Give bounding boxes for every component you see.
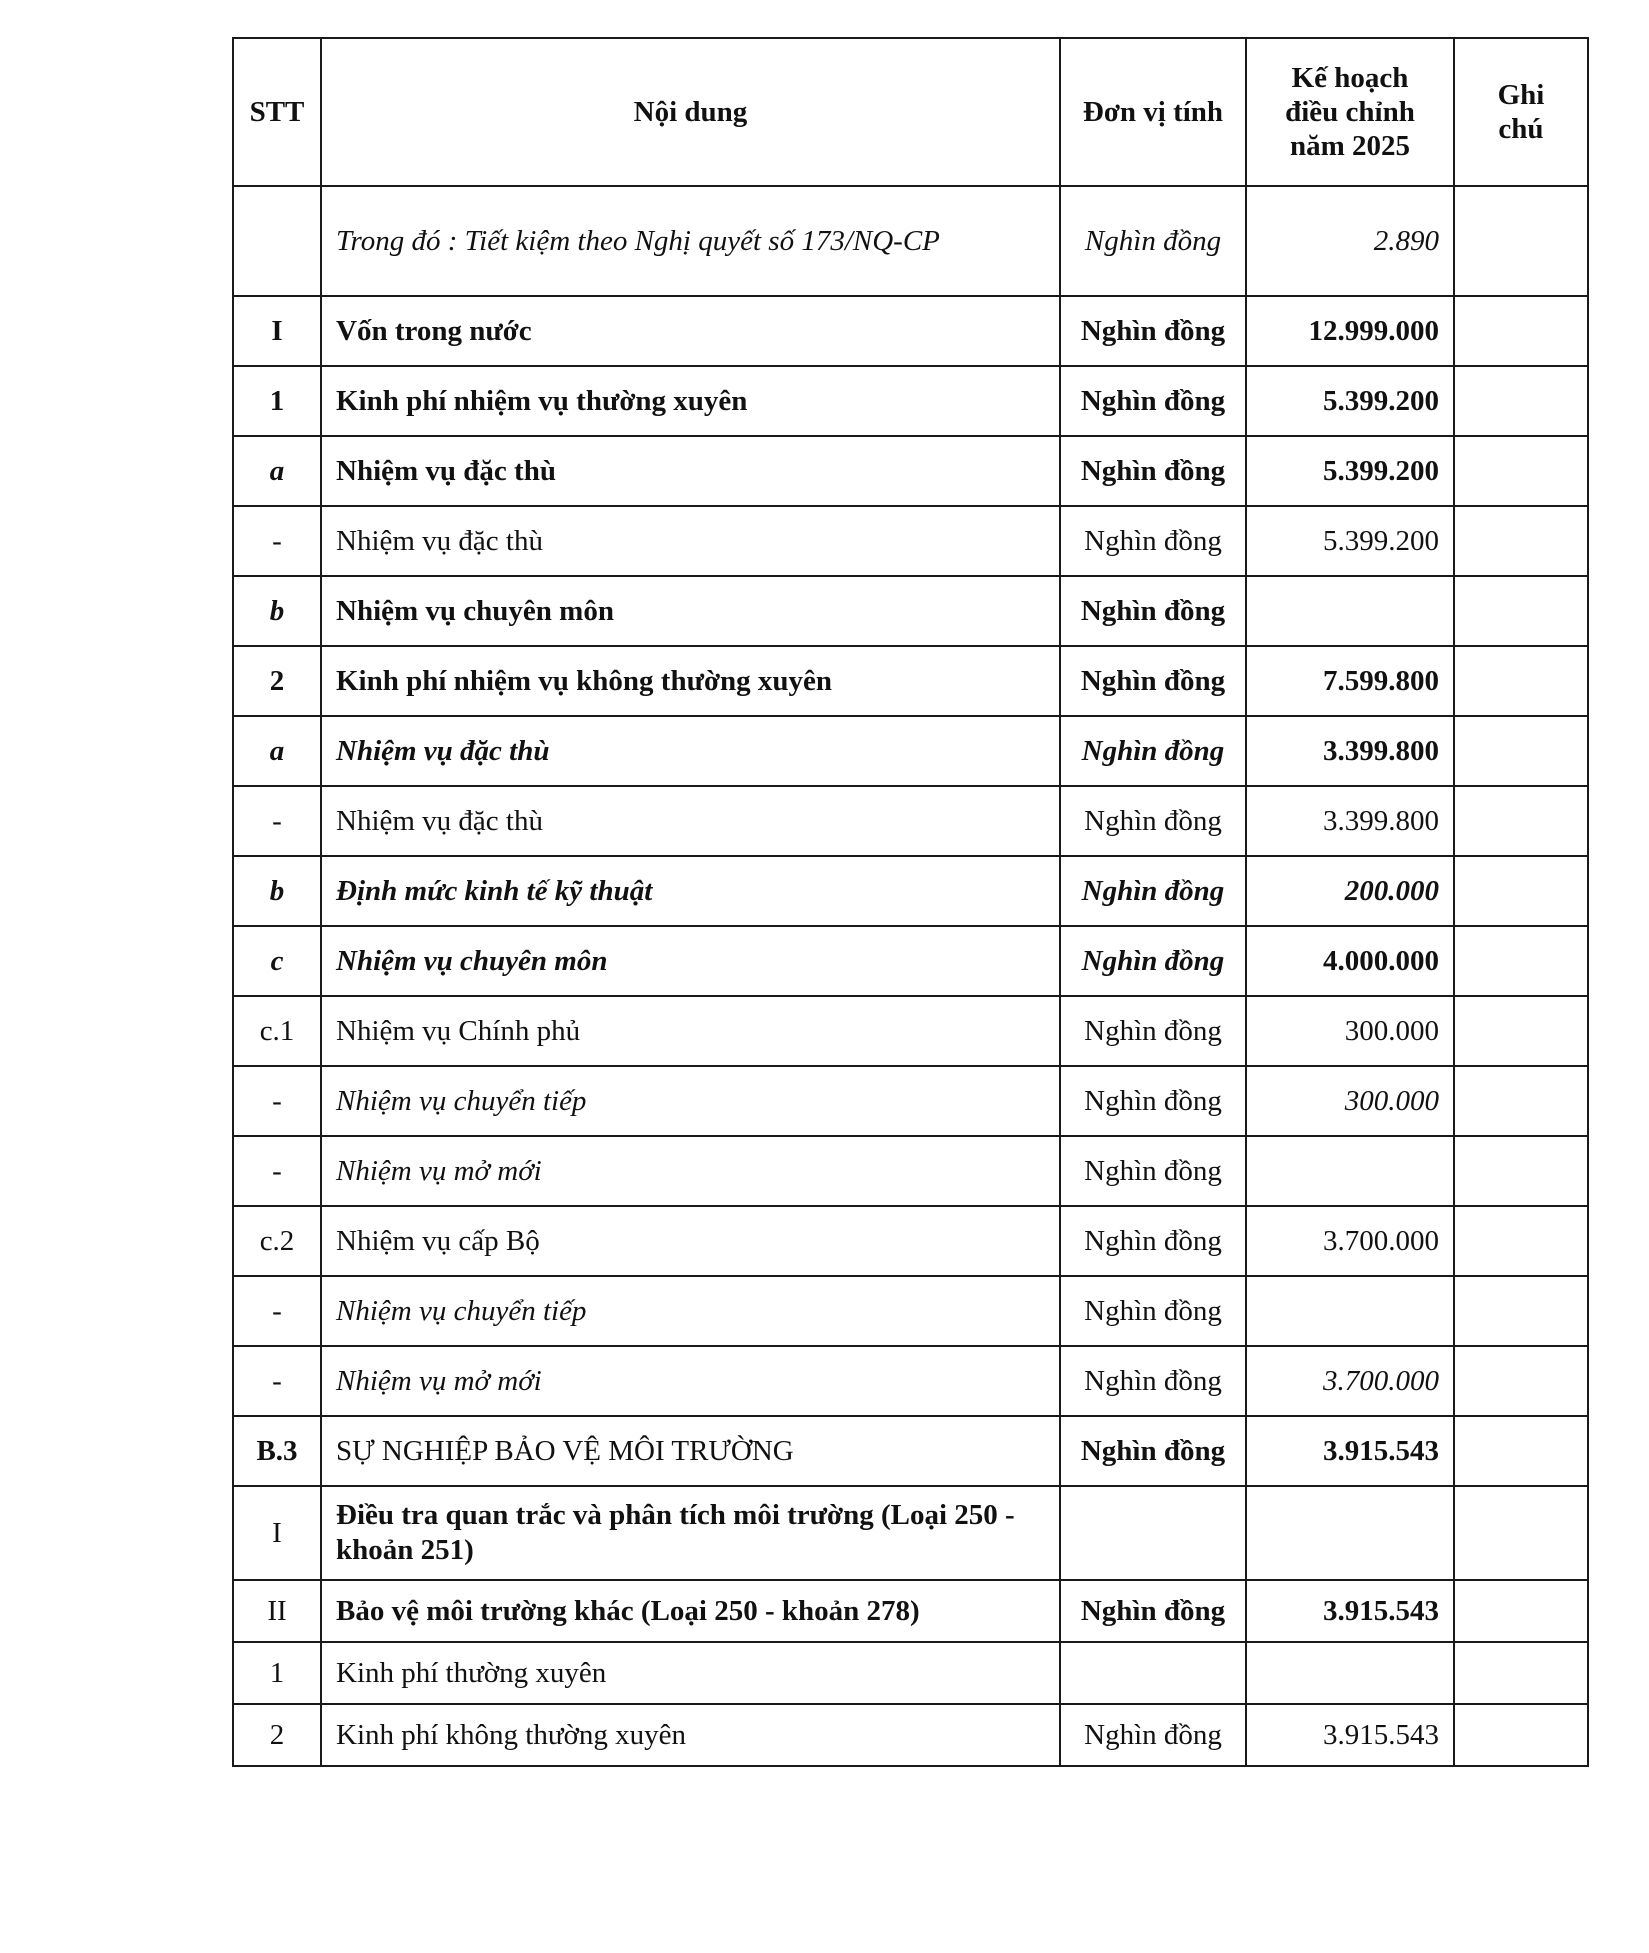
table-row <box>233 1346 1588 1416</box>
row-content: Nhiệm vụ chuyển tiếp <box>321 1066 1060 1136</box>
row-stt: I <box>233 1486 321 1580</box>
table-row <box>233 1486 1588 1580</box>
table-row <box>233 1580 1588 1642</box>
row-content: Nhiệm vụ cấp Bộ <box>321 1206 1060 1276</box>
row-value: 2.890 <box>1246 186 1454 296</box>
row-content: Kinh phí nhiệm vụ không thường xuyên <box>321 646 1060 716</box>
row-unit <box>1060 1642 1246 1704</box>
row-unit: Nghìn đồng <box>1060 296 1246 366</box>
row-stt: I <box>233 296 321 366</box>
row-unit: Nghìn đồng <box>1060 436 1246 506</box>
table-row <box>233 296 1588 366</box>
row-note <box>1454 1136 1588 1206</box>
table-row <box>233 1206 1588 1276</box>
row-content: Kinh phí nhiệm vụ thường xuyên <box>321 366 1060 436</box>
row-value: 3.399.800 <box>1246 716 1454 786</box>
row-note <box>1454 996 1588 1066</box>
row-unit: Nghìn đồng <box>1060 1346 1246 1416</box>
row-stt: 1 <box>233 1642 321 1704</box>
row-stt: II <box>233 1580 321 1642</box>
row-note <box>1454 1642 1588 1704</box>
row-value: 4.000.000 <box>1246 926 1454 996</box>
row-content: Trong đó : Tiết kiệm theo Nghị quyết số 173/NQ-CP <box>321 186 1060 296</box>
row-unit: Nghìn đồng <box>1060 576 1246 646</box>
row-content: Kinh phí thường xuyên <box>321 1642 1060 1704</box>
row-value: 7.599.800 <box>1246 646 1454 716</box>
row-value <box>1246 1276 1454 1346</box>
row-stt: - <box>233 1066 321 1136</box>
row-unit: Nghìn đồng <box>1060 786 1246 856</box>
row-content: Nhiệm vụ chuyển tiếp <box>321 1276 1060 1346</box>
row-content: Nhiệm vụ chuyên môn <box>321 576 1060 646</box>
row-content: Nhiệm vụ đặc thù <box>321 506 1060 576</box>
row-content: Vốn trong nước <box>321 296 1060 366</box>
row-stt: b <box>233 856 321 926</box>
row-note <box>1454 646 1588 716</box>
row-value <box>1246 576 1454 646</box>
table-row <box>233 856 1588 926</box>
row-value: 3.915.543 <box>1246 1580 1454 1642</box>
row-note <box>1454 1416 1588 1486</box>
row-note <box>1454 926 1588 996</box>
row-value: 5.399.200 <box>1246 366 1454 436</box>
row-value: 3.915.543 <box>1246 1704 1454 1766</box>
row-stt: a <box>233 716 321 786</box>
row-content: Nhiệm vụ mở mới <box>321 1136 1060 1206</box>
row-note <box>1454 576 1588 646</box>
row-note <box>1454 1276 1588 1346</box>
table-row <box>233 996 1588 1066</box>
row-stt: 2 <box>233 1704 321 1766</box>
row-stt: - <box>233 1276 321 1346</box>
row-value: 5.399.200 <box>1246 436 1454 506</box>
table-row <box>233 646 1588 716</box>
table-row <box>233 786 1588 856</box>
row-value <box>1246 1136 1454 1206</box>
row-stt: a <box>233 436 321 506</box>
row-note <box>1454 786 1588 856</box>
row-unit <box>1060 1486 1246 1580</box>
table-row <box>233 716 1588 786</box>
table-row <box>233 186 1588 296</box>
row-content: Điều tra quan trắc và phân tích môi trường (Loại 250 - khoản 251) <box>321 1486 1060 1580</box>
row-unit: Nghìn đồng <box>1060 1580 1246 1642</box>
row-note <box>1454 366 1588 436</box>
row-stt: c.2 <box>233 1206 321 1276</box>
row-unit: Nghìn đồng <box>1060 186 1246 296</box>
row-unit: Nghìn đồng <box>1060 1136 1246 1206</box>
row-value: 3.700.000 <box>1246 1346 1454 1416</box>
row-stt: - <box>233 1346 321 1416</box>
budget-table <box>232 37 1589 1767</box>
row-stt: B.3 <box>233 1416 321 1486</box>
row-stt: - <box>233 506 321 576</box>
row-value: 300.000 <box>1246 1066 1454 1136</box>
row-content: Nhiệm vụ đặc thù <box>321 716 1060 786</box>
row-unit: Nghìn đồng <box>1060 1704 1246 1766</box>
row-value <box>1246 1486 1454 1580</box>
row-note <box>1454 296 1588 366</box>
table-row <box>233 1066 1588 1136</box>
row-note <box>1454 1346 1588 1416</box>
row-content: Nhiệm vụ đặc thù <box>321 786 1060 856</box>
row-unit: Nghìn đồng <box>1060 1206 1246 1276</box>
table-row <box>233 436 1588 506</box>
table-row <box>233 1704 1588 1766</box>
table-header-row <box>233 38 1588 186</box>
row-unit: Nghìn đồng <box>1060 1276 1246 1346</box>
row-content: Nhiệm vụ đặc thù <box>321 436 1060 506</box>
row-stt: c <box>233 926 321 996</box>
row-value: 12.999.000 <box>1246 296 1454 366</box>
row-unit: Nghìn đồng <box>1060 366 1246 436</box>
row-value: 3.399.800 <box>1246 786 1454 856</box>
row-value: 200.000 <box>1246 856 1454 926</box>
row-note <box>1454 506 1588 576</box>
header-content: Nội dung <box>321 38 1060 186</box>
row-value: 3.915.543 <box>1246 1416 1454 1486</box>
row-value: 3.700.000 <box>1246 1206 1454 1276</box>
row-note <box>1454 1580 1588 1642</box>
row-content: Định mức kinh tế kỹ thuật <box>321 856 1060 926</box>
row-note <box>1454 1206 1588 1276</box>
row-note <box>1454 716 1588 786</box>
row-unit: Nghìn đồng <box>1060 506 1246 576</box>
table-row <box>233 926 1588 996</box>
row-content: Kinh phí không thường xuyên <box>321 1704 1060 1766</box>
row-unit: Nghìn đồng <box>1060 926 1246 996</box>
row-stt <box>233 186 321 296</box>
header-stt: STT <box>233 38 321 186</box>
row-unit: Nghìn đồng <box>1060 1066 1246 1136</box>
row-value: 5.399.200 <box>1246 506 1454 576</box>
row-stt: 2 <box>233 646 321 716</box>
row-unit: Nghìn đồng <box>1060 996 1246 1066</box>
table-row <box>233 1136 1588 1206</box>
row-content: SỰ NGHIỆP BẢO VỆ MÔI TRƯỜNG <box>321 1416 1060 1486</box>
row-unit: Nghìn đồng <box>1060 1416 1246 1486</box>
table-row <box>233 576 1588 646</box>
row-note <box>1454 186 1588 296</box>
row-note <box>1454 1066 1588 1136</box>
row-content: Nhiệm vụ chuyên môn <box>321 926 1060 996</box>
header-unit: Đơn vị tính <box>1060 38 1246 186</box>
header-plan: Kế hoạch điều chỉnh năm 2025 <box>1246 38 1454 186</box>
table-row <box>233 1416 1588 1486</box>
table-row <box>233 1276 1588 1346</box>
row-stt: 1 <box>233 366 321 436</box>
row-note <box>1454 1704 1588 1766</box>
row-value <box>1246 1642 1454 1704</box>
row-content: Nhiệm vụ Chính phủ <box>321 996 1060 1066</box>
row-value: 300.000 <box>1246 996 1454 1066</box>
header-note: Ghi chú <box>1454 38 1588 186</box>
row-stt: c.1 <box>233 996 321 1066</box>
row-content: Nhiệm vụ mở mới <box>321 1346 1060 1416</box>
row-note <box>1454 436 1588 506</box>
row-note <box>1454 856 1588 926</box>
row-note <box>1454 1486 1588 1580</box>
table-row <box>233 1642 1588 1704</box>
row-unit: Nghìn đồng <box>1060 856 1246 926</box>
table-row <box>233 506 1588 576</box>
row-stt: - <box>233 786 321 856</box>
row-stt: - <box>233 1136 321 1206</box>
row-unit: Nghìn đồng <box>1060 716 1246 786</box>
table-row <box>233 366 1588 436</box>
row-content: Bảo vệ môi trường khác (Loại 250 - khoản 278) <box>321 1580 1060 1642</box>
row-stt: b <box>233 576 321 646</box>
row-unit: Nghìn đồng <box>1060 646 1246 716</box>
